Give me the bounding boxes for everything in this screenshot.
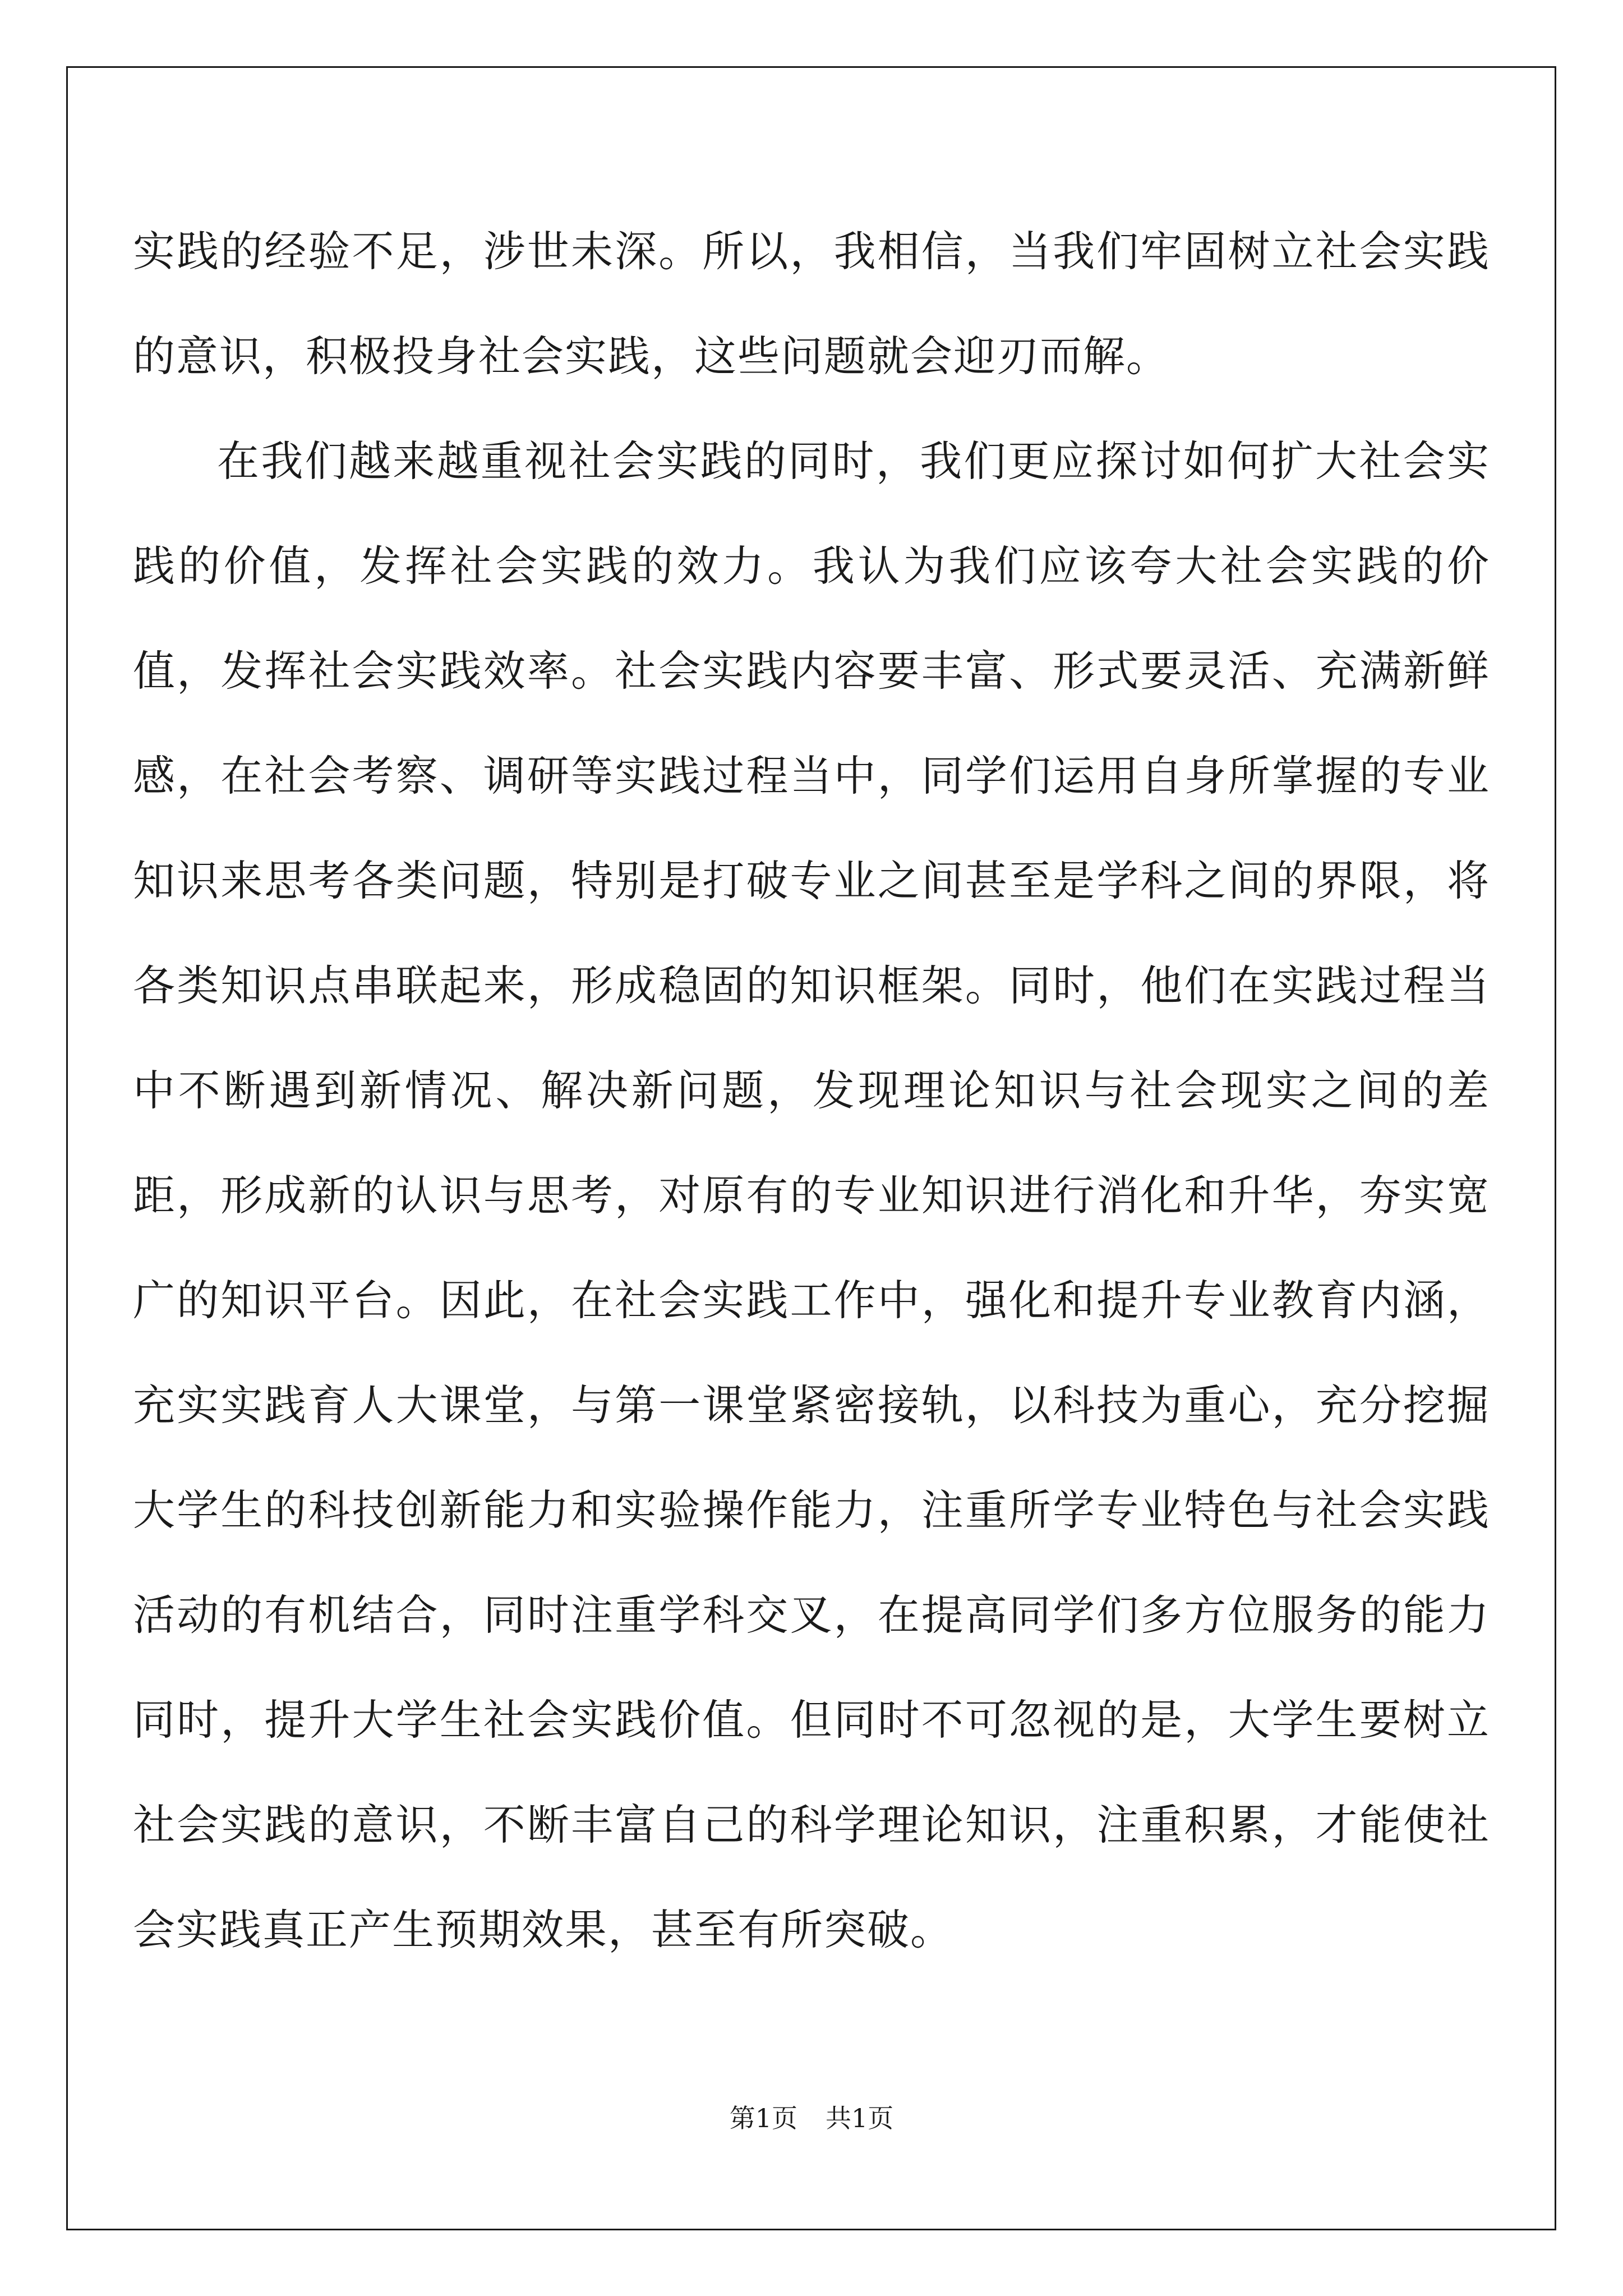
page-number-total: 共1页 (826, 2103, 894, 2133)
page-number-current: 第1页 (729, 2103, 797, 2133)
page-footer (0, 2098, 1623, 2135)
document-body (133, 199, 1490, 1982)
paragraph-1: 实践的经验不足，涉世未深。所以，我相信，当我们牢固树立社会实践的意识，积极投身社会实践，这些问题就会迎刃而解。 (133, 227, 1490, 381)
paragraph-2: 在我们越来越重视社会实践的同时，我们更应探讨如何扩大社会实践的价值，发挥社会实践的效力。我认为我们应该夸大社会实践的价值，发挥社会实践效率。社会实践内容要丰富、形式要灵活、充满新鲜感，在社会考察、调研等实践过程当中，同学们运用自身所掌握的专业知识来思考各类问题，特别是打破专业之间甚至是学科之间的界限，将各类知识点串联起来，形成稳固的知识框架。同时，他们在实践过程当中不断遇到新情况、解决新问题，发现理论知识与社会现实之间的差距，形成新的认识与思考，对原有的专业知识进行消化和升华，夯实宽广的知识平台。因此，在社会实践工作中，强化和提升专业教育内涵，充实实践育人大课堂，与第一课堂紧密接轨，以科技为重心，充分挖掘大学生的科技创新能力和实验操作能力，注重所学专业特色与社会实践活动的有机结合，同时注重学科交叉，在提高同学们多方位服务的能力同时，提升大学生社会实践价值。但同时不可忽视的是，大学生要树立社会实践的意识，不断丰富自己的科学理论知识，注重积累，才能使社会实践真正产生预期效果，甚至有所突破。 (133, 436, 1490, 1954)
